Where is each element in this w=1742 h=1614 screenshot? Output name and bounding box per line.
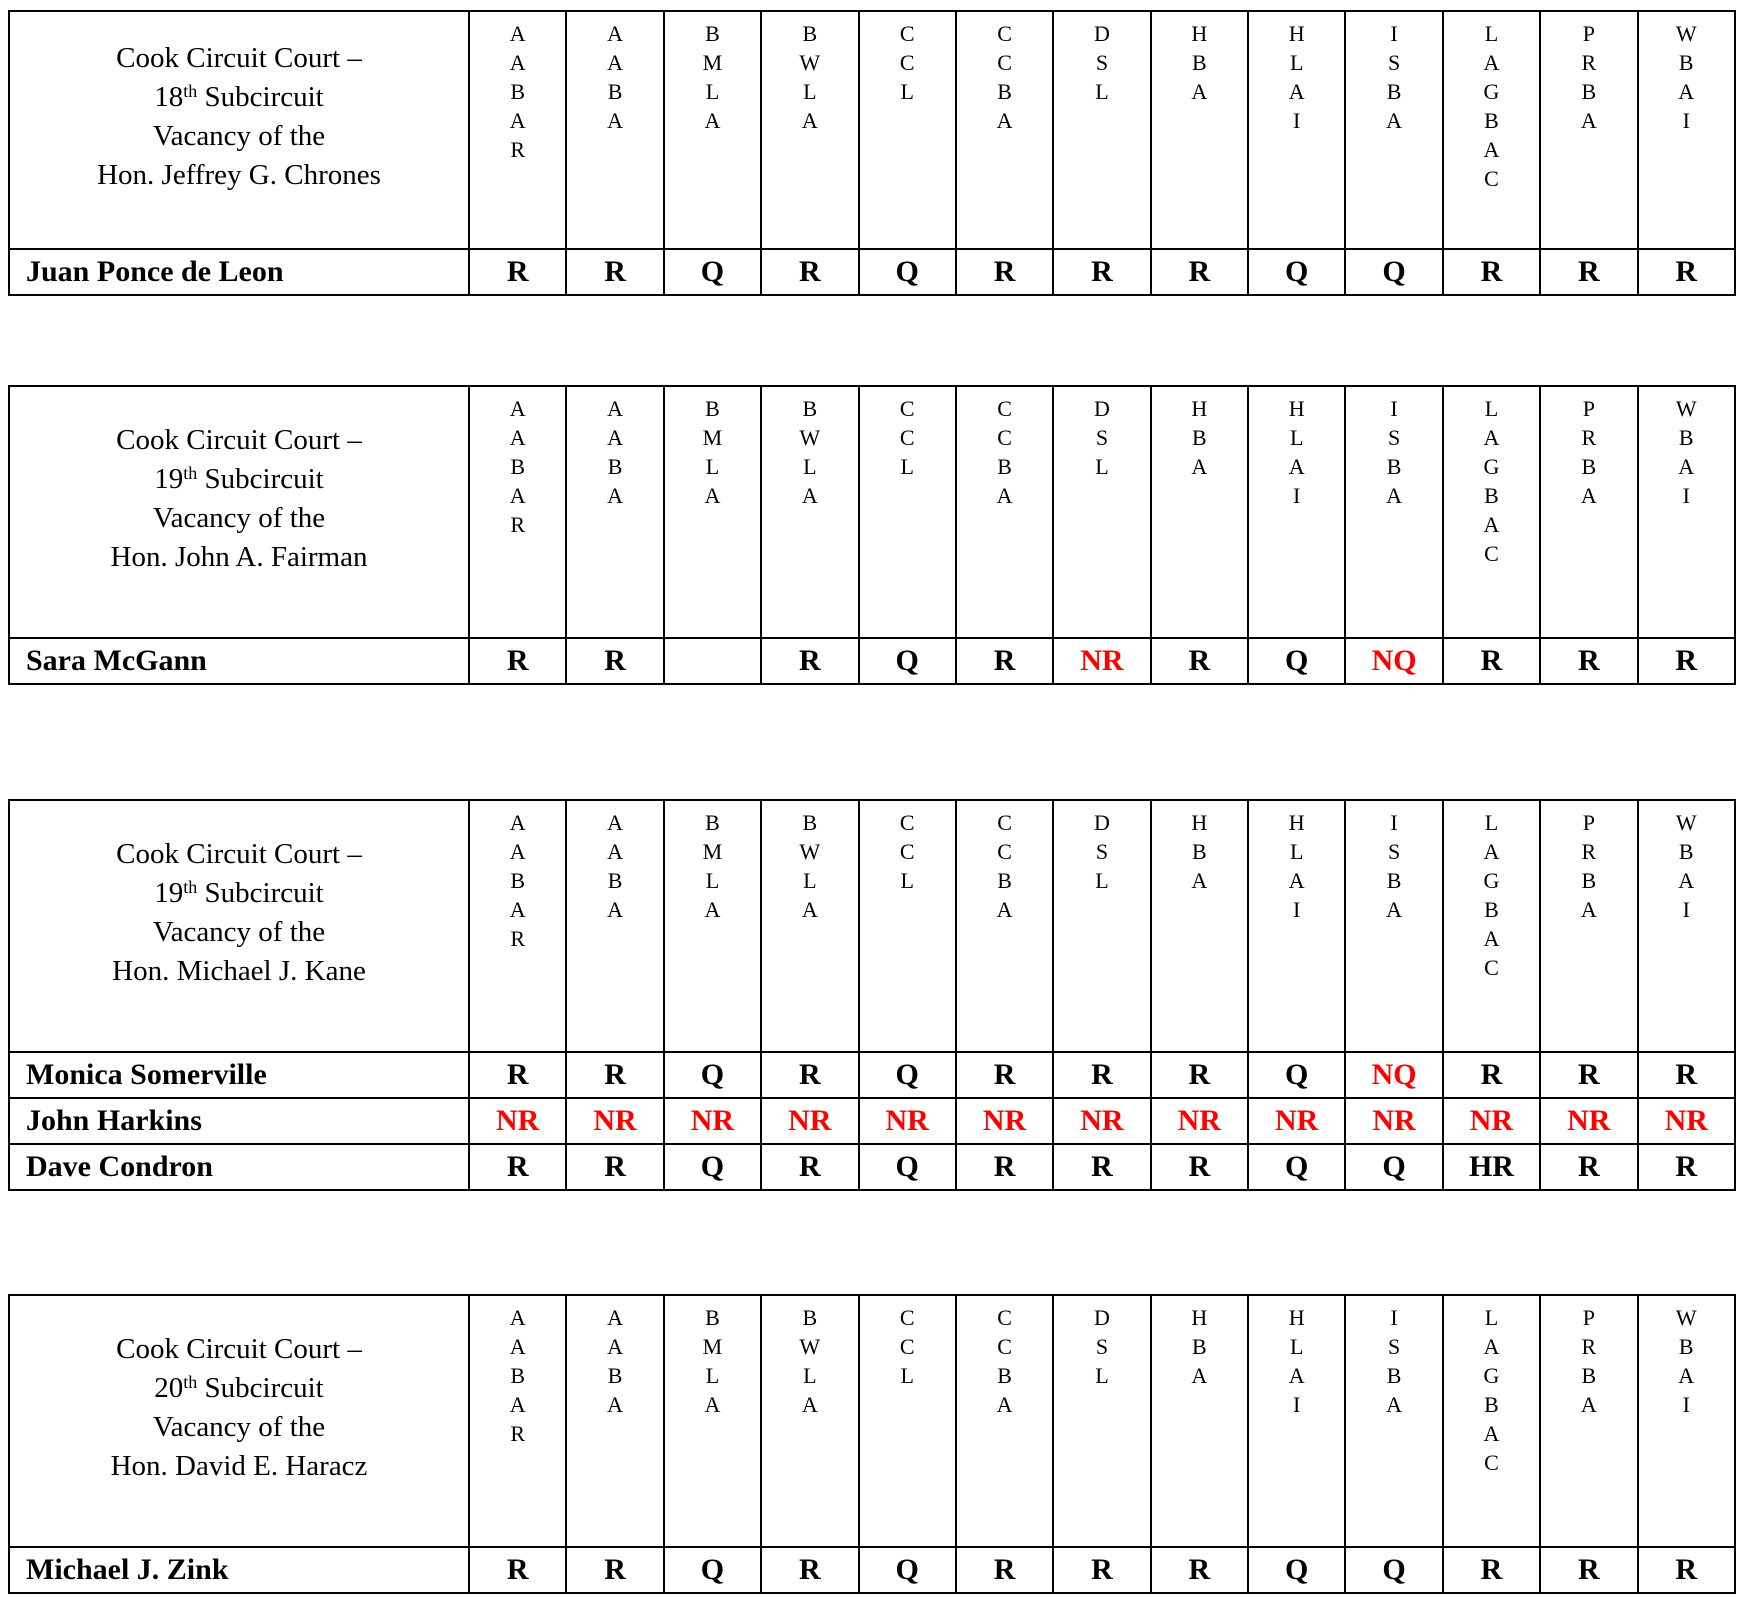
rating-prba: NR [1540,1098,1637,1144]
rating-bmla: Q [664,1052,761,1098]
column-header-prba: P R B A [1540,386,1637,638]
column-header-row [9,800,1735,1052]
rating-lagbac: HR [1443,1144,1540,1190]
rating-aaba: R [566,1144,663,1190]
rating-bmla: NR [664,1098,761,1144]
rating-dsl: R [1053,1547,1150,1593]
candidate-row [9,1052,1735,1098]
rating-prba: R [1540,1144,1637,1190]
column-header-hlai: H L A I [1248,800,1345,1052]
rating-isba: Q [1345,1547,1442,1593]
column-header-prba: P R B A [1540,1295,1637,1547]
column-header-hba: H B A [1151,11,1248,249]
subcircuit-word: Subcircuit [197,81,324,113]
rating-ccl: Q [859,1547,956,1593]
rating-hlai: Q [1248,249,1345,295]
rating-wbai: R [1638,1052,1736,1098]
rating-bmla: Q [664,1144,761,1190]
court-name: Cook Circuit Court – [116,838,362,870]
rating-dsl: R [1053,249,1150,295]
ratings-table-19th-subcircuit-kane [8,799,1736,1191]
rating-ccba: R [956,249,1053,295]
candidate-row [9,1098,1735,1144]
column-header-bwla: B W L A [761,11,858,249]
rating-prba: R [1540,1052,1637,1098]
column-header-isba: I S B A [1345,1295,1442,1547]
column-header-aabar: A A B A R [469,386,566,638]
subcircuit-number: 19 [154,877,184,909]
rating-wbai: NR [1638,1098,1736,1144]
rating-wbai: R [1638,1547,1736,1593]
column-header-bwla: B W L A [761,386,858,638]
column-header-prba: P R B A [1540,11,1637,249]
column-header-wbai: W B A I [1638,11,1736,249]
rating-hlai: Q [1248,638,1345,684]
subcircuit-number: 20 [154,1372,184,1404]
rating-hba: R [1151,1052,1248,1098]
column-header-isba: I S B A [1345,11,1442,249]
candidate-name: Monica Somerville [9,1052,469,1098]
column-header-aaba: A A B A [566,1295,663,1547]
candidate-name: Michael J. Zink [9,1547,469,1593]
column-header-bwla: B W L A [761,1295,858,1547]
column-header-ccl: C C L [859,386,956,638]
rating-ccba: R [956,1052,1053,1098]
column-header-ccl: C C L [859,1295,956,1547]
rating-aabar: R [469,1052,566,1098]
rating-prba: R [1540,638,1637,684]
subcircuit-line [10,1369,468,1408]
judge-name: Hon. David E. Haracz [110,1450,368,1482]
rating-lagbac: R [1443,638,1540,684]
rating-bwla: NR [761,1098,858,1144]
column-header-ccba: C C B A [956,800,1053,1052]
column-header-ccl: C C L [859,11,956,249]
vacancy-title [9,1295,469,1547]
rating-ccba: R [956,1547,1053,1593]
column-header-bmla: B M L A [664,386,761,638]
rating-hba: R [1151,1547,1248,1593]
rating-ccba: R [956,1144,1053,1190]
rating-aaba: R [566,1547,663,1593]
rating-isba: NR [1345,1098,1442,1144]
column-header-bmla: B M L A [664,11,761,249]
candidate-row [9,1144,1735,1190]
column-header-dsl: D S L [1053,1295,1150,1547]
rating-hba: NR [1151,1098,1248,1144]
rating-hba: R [1151,1144,1248,1190]
rating-wbai: R [1638,1144,1736,1190]
column-header-aaba: A A B A [566,800,663,1052]
rating-lagbac: R [1443,249,1540,295]
column-header-ccba: C C B A [956,1295,1053,1547]
candidate-name: Juan Ponce de Leon [9,249,469,295]
column-header-hlai: H L A I [1248,386,1345,638]
rating-lagbac: NR [1443,1098,1540,1144]
vacancy-label: Vacancy of the [152,1411,326,1443]
column-header-wbai: W B A I [1638,386,1736,638]
rating-prba: R [1540,1547,1637,1593]
rating-lagbac: R [1443,1052,1540,1098]
rating-hlai: Q [1248,1052,1345,1098]
rating-dsl: NR [1053,638,1150,684]
rating-bwla: R [761,1052,858,1098]
rating-ccl: Q [859,1144,956,1190]
vacancy-title [9,11,469,249]
column-header-aaba: A A B A [566,11,663,249]
column-header-prba: P R B A [1540,800,1637,1052]
rating-hba: R [1151,249,1248,295]
rating-aaba: NR [566,1098,663,1144]
judge-name: Hon. John A. Fairman [110,541,368,573]
rating-bmla: Q [664,1547,761,1593]
rating-isba: Q [1345,1144,1442,1190]
column-header-row [9,11,1735,249]
column-header-dsl: D S L [1053,386,1150,638]
rating-wbai: R [1638,638,1736,684]
column-header-hba: H B A [1151,386,1248,638]
court-name: Cook Circuit Court – [116,42,362,74]
rating-bwla: R [761,1547,858,1593]
column-header-row [9,1295,1735,1547]
rating-aaba: R [566,249,663,295]
column-header-lagbac: L A G B A C [1443,11,1540,249]
column-header-bmla: B M L A [664,1295,761,1547]
subcircuit-number: 19 [154,463,184,495]
rating-aabar: R [469,249,566,295]
court-name: Cook Circuit Court – [116,1333,362,1365]
column-header-bwla: B W L A [761,800,858,1052]
subcircuit-line [10,460,468,499]
column-header-row [9,386,1735,638]
column-header-ccl: C C L [859,800,956,1052]
column-header-ccba: C C B A [956,386,1053,638]
rating-isba: Q [1345,249,1442,295]
rating-dsl: NR [1053,1098,1150,1144]
subcircuit-word: Subcircuit [197,1372,324,1404]
vacancy-title [9,800,469,1052]
ordinal-suffix: th [183,877,198,898]
rating-bmla: Q [664,249,761,295]
ratings-table-19th-subcircuit-fairman [8,385,1736,685]
rating-hlai: Q [1248,1547,1345,1593]
rating-bmla [664,638,761,684]
column-header-wbai: W B A I [1638,1295,1736,1547]
candidate-row [9,249,1735,295]
rating-isba: NQ [1345,638,1442,684]
column-header-lagbac: L A G B A C [1443,1295,1540,1547]
rating-dsl: R [1053,1144,1150,1190]
ordinal-suffix: th [183,1372,198,1393]
rating-aabar: R [469,1547,566,1593]
rating-ccba: R [956,638,1053,684]
subcircuit-line [10,78,468,117]
column-header-lagbac: L A G B A C [1443,800,1540,1052]
rating-ccba: NR [956,1098,1053,1144]
court-name: Cook Circuit Court – [116,424,362,456]
column-header-lagbac: L A G B A C [1443,386,1540,638]
rating-hlai: Q [1248,1144,1345,1190]
ordinal-suffix: th [183,81,198,102]
rating-ccl: Q [859,1052,956,1098]
column-header-hlai: H L A I [1248,11,1345,249]
rating-aaba: R [566,1052,663,1098]
rating-wbai: R [1638,249,1736,295]
judge-name: Hon. Jeffrey G. Chrones [97,159,381,191]
column-header-hba: H B A [1151,1295,1248,1547]
rating-aabar: NR [469,1098,566,1144]
subcircuit-word: Subcircuit [197,877,324,909]
column-header-aaba: A A B A [566,386,663,638]
candidate-name: John Harkins [9,1098,469,1144]
rating-hlai: NR [1248,1098,1345,1144]
rating-dsl: R [1053,1052,1150,1098]
column-header-isba: I S B A [1345,800,1442,1052]
ratings-table-18th-subcircuit-chrones [8,10,1736,296]
vacancy-label: Vacancy of the [152,502,326,534]
candidate-row [9,1547,1735,1593]
vacancy-label: Vacancy of the [152,916,326,948]
rating-bwla: R [761,638,858,684]
subcircuit-word: Subcircuit [197,463,324,495]
rating-prba: R [1540,249,1637,295]
rating-ccl: Q [859,249,956,295]
column-header-bmla: B M L A [664,800,761,1052]
column-header-hba: H B A [1151,800,1248,1052]
rating-lagbac: R [1443,1547,1540,1593]
rating-aabar: R [469,638,566,684]
judge-name: Hon. Michael J. Kane [112,955,366,987]
subcircuit-number: 18 [154,81,184,113]
column-header-isba: I S B A [1345,386,1442,638]
column-header-ccba: C C B A [956,11,1053,249]
column-header-hlai: H L A I [1248,1295,1345,1547]
rating-isba: NQ [1345,1052,1442,1098]
ordinal-suffix: th [183,463,198,484]
rating-ccl: Q [859,638,956,684]
column-header-aabar: A A B A R [469,800,566,1052]
rating-bwla: R [761,1144,858,1190]
rating-aabar: R [469,1144,566,1190]
ratings-table-20th-subcircuit-haracz [8,1294,1736,1594]
candidate-name: Sara McGann [9,638,469,684]
column-header-dsl: D S L [1053,11,1150,249]
vacancy-title [9,386,469,638]
subcircuit-line [10,874,468,913]
candidate-name: Dave Condron [9,1144,469,1190]
column-header-aabar: A A B A R [469,1295,566,1547]
candidate-row [9,638,1735,684]
rating-hba: R [1151,638,1248,684]
vacancy-label: Vacancy of the [152,120,326,152]
column-header-dsl: D S L [1053,800,1150,1052]
rating-bwla: R [761,249,858,295]
rating-aaba: R [566,638,663,684]
column-header-wbai: W B A I [1638,800,1736,1052]
rating-ccl: NR [859,1098,956,1144]
column-header-aabar: A A B A R [469,11,566,249]
